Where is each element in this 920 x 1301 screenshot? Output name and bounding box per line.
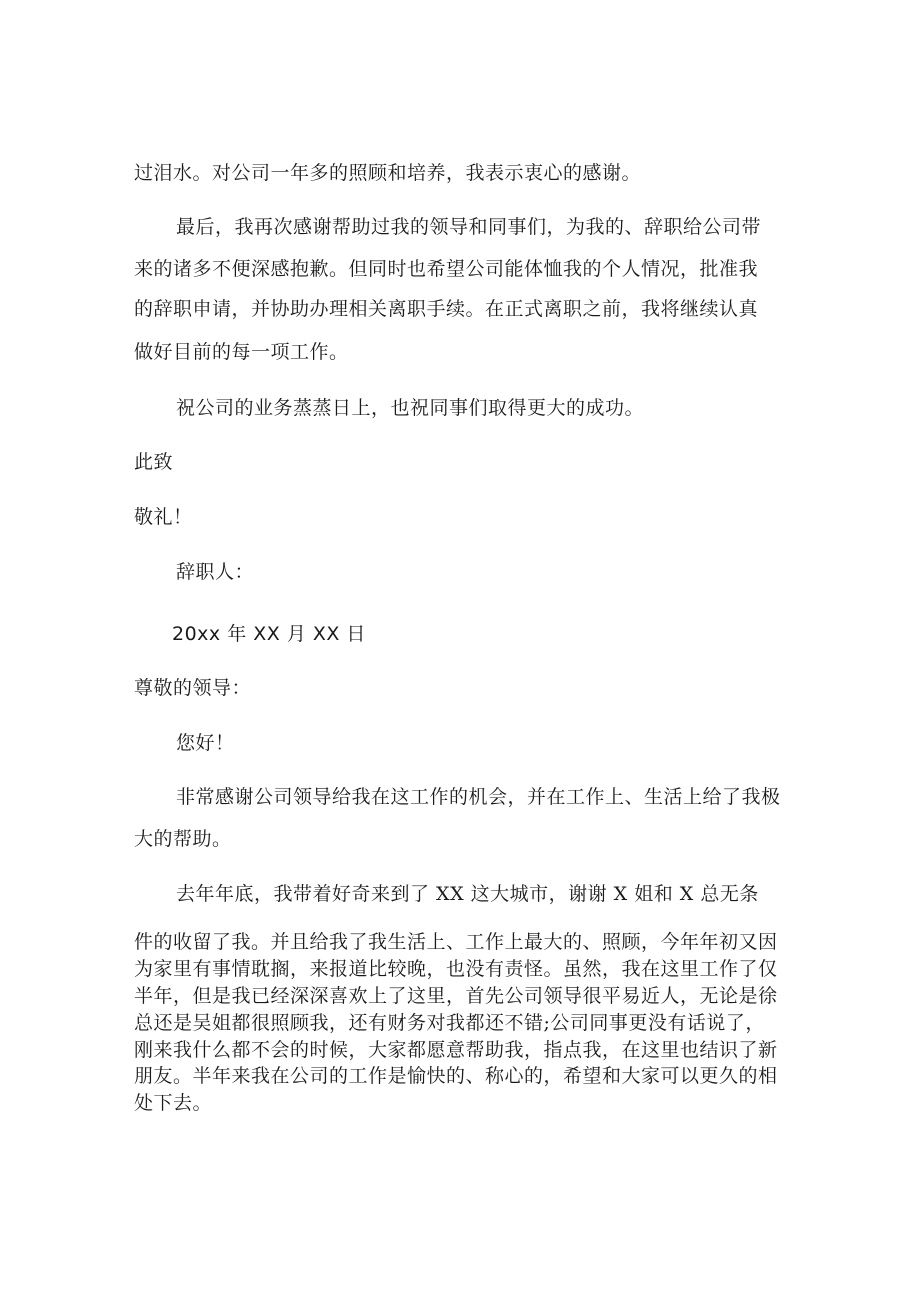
paragraph-line: 去年年底，我带着好奇来到了 XX 这大城市，谢谢 X 姐和 X 总无条 [176,883,759,905]
greeting: 您好！ [176,732,235,754]
paragraph-line: 件的收留了我。并且给我了我生活上、工作上最大的、照顾，今年年初又因 [134,931,778,953]
paragraph-line: 朋友。半年来我在公司的工作是愉快的、称心的，希望和大家可以更久的相 [134,1065,778,1087]
paragraph-line: 做好目前的每一项工作。 [134,341,349,363]
paragraph-line: 大的帮助。 [134,828,232,850]
paragraph-line: 祝公司的业务蒸蒸日上，也祝同事们取得更大的成功。 [176,397,645,419]
paragraph-line: 非常感谢公司领导给我在这工作的机会，并在工作上、生活上给了我极 [176,786,781,808]
paragraph-line: 过泪水。对公司一年多的照顾和培养，我表示衷心的感谢。 [134,162,642,184]
paragraph-line: 最后，我再次感谢帮助过我的领导和同事们，为我的、辞职给公司带 [176,216,762,238]
paragraph-line: 为家里有事情耽搁，来报道比较晚，也没有责怪。虽然，我在这里工作了仅 [134,958,778,980]
paragraph-line: 半年，但是我已经深深喜欢上了这里，首先公司领导很平易近人，无论是徐 [134,985,778,1007]
paragraph-line: 刚来我什么都不会的时候，大家都愿意帮助我，指点我，在这里也结识了新 [134,1039,778,1061]
salutation: 尊敬的领导： [134,677,252,699]
paragraph-line: 的辞职申请，并协助办理相关离职手续。在正式离职之前，我将继续认真 [134,298,759,320]
paragraph-line: 总还是吴姐都很照顾我，还有财务对我都还不错;公司同事更没有话说了， [134,1012,765,1034]
signer-label: 辞职人： [176,561,255,583]
closing-line: 此致 [134,451,174,473]
paragraph-line: 处下去。 [134,1092,213,1114]
closing-line: 敬礼！ [134,506,193,528]
date-line: 20xx 年 XX 月 XX 日 [172,623,366,645]
paragraph-line: 来的诸多不便深感抱歉。但同时也希望公司能体恤我的个人情况，批准我 [134,258,759,280]
